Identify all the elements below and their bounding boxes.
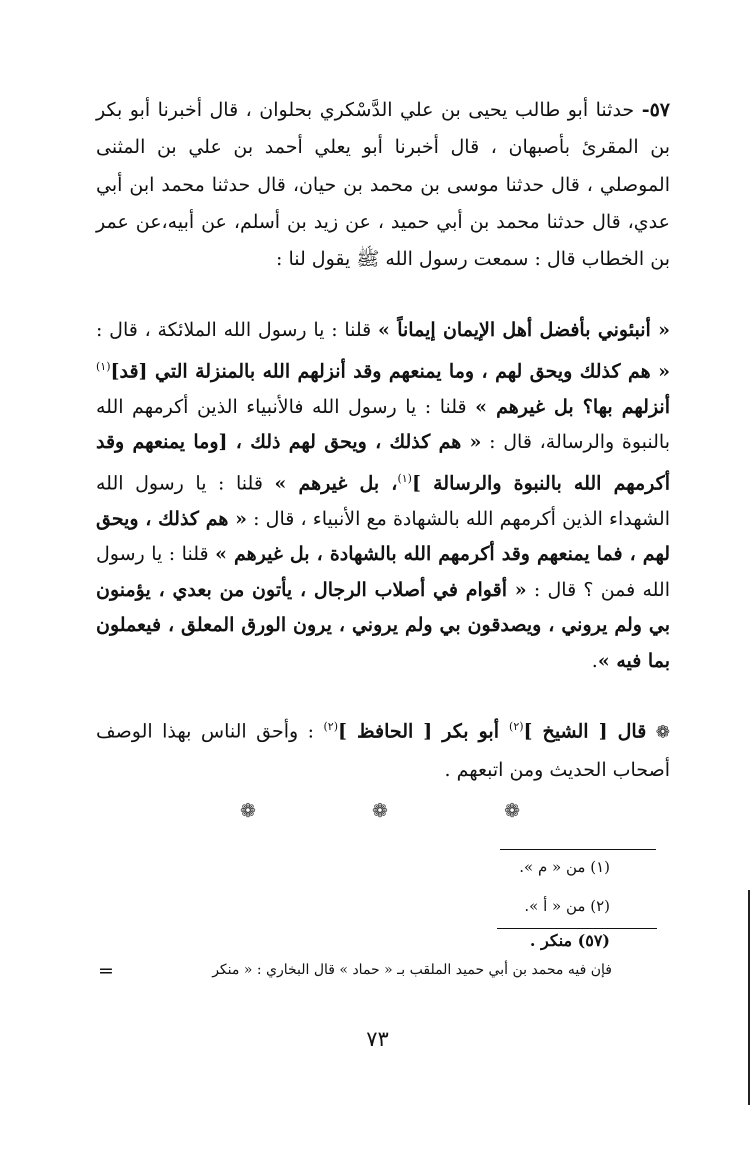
quote-part: . <box>591 650 598 672</box>
continuation-mark: = <box>98 960 114 982</box>
footnote-ref: (٢) <box>323 720 338 733</box>
hadith-grade: (٥٧) منكر . <box>529 931 610 950</box>
section-separator <box>240 800 520 830</box>
quote-part: قلنا : يا رسول الله فالأنبياء الذين أكرمهم الله بالنبوة والرسالة، قال : <box>96 395 670 454</box>
footnote-divider <box>500 849 656 850</box>
quote-part: ، بل غيرهم » <box>274 472 398 495</box>
commentary-divider <box>497 928 657 929</box>
quote-part: « هم كذلك ، ويحق لهم ذلك ، [وما يمنعهم وقد أكرمهم الله بالنبوة والرسالة ] <box>96 431 670 495</box>
comment-part: قال [ الشيخ ] <box>523 720 647 743</box>
page-number: ٧٣ <box>366 1027 389 1051</box>
quote-part: قلنا : يا رسول الله الملائكة ، قال : <box>96 319 379 341</box>
hadith-chain-text: حدثنا أبو طالب يحيى بن علي الدَّسْكري بحلوان ، قال أخبرنا أبو بكر بن المقرئ بأصبهان ، قال أخبرنا أبو يعلي أحمد بن علي بن المثنى الموصلي ، قال حدثنا موسى بن محمد بن حيان، قال حدثنا محمد ابن أبي عدي، قال حدثنا محمد بن أبي حميد ، عن زيد بن أسلم، عن أبيه،عن عمر بن الخطاب قال : سمعت رسول الله ﷺ يقول لنا : <box>96 99 670 271</box>
footnote-ref: (٢) <box>509 720 524 733</box>
flower-icon: ❁ <box>240 800 256 822</box>
flower-icon: ❁ <box>372 800 388 822</box>
comment-part: أبو بكر [ الحافظ ] <box>338 720 510 743</box>
comment-part: : وأحق الناس بهذا الوصف أصحاب الحديث ومن اتبعهم . <box>96 720 670 782</box>
quote-part: « هم كذلك ويحق لهم ، وما يمنعهم وقد أنزلهم الله بالمنزلة التي [قد] <box>110 359 670 382</box>
footnote-ref: (١) <box>397 471 412 485</box>
hadith-isnad <box>96 92 670 278</box>
footnote-2: (٢) من « أ ». <box>524 897 610 915</box>
quote-part: « هم كذلك ، ويحق لهم ، فما يمنعهم وقد أكرمهم الله بالشهادة ، بل غيرهم » <box>96 507 670 566</box>
footnote-ref: (١) <box>96 359 111 373</box>
author-comment <box>96 708 670 789</box>
hadith-matn <box>96 313 670 680</box>
quote-part: قلنا : يا رسول الله الشهداء الذين أكرمهم الله بالشهادة مع الأنبياء ، قال : <box>96 472 671 530</box>
grading-note: فإن فيه محمد بن أبي حميد الملقب بـ « حماد » قال البخاري : « منكر <box>212 962 612 978</box>
quote-part: « أنبئوني بأفضل أهل الإيمان إيماناً » <box>378 319 670 341</box>
hadith-number: ٥٧- <box>641 99 670 121</box>
page-edge-line <box>748 890 750 1105</box>
quote-part: قلنا : يا رسول الله فمن ؟ قال : <box>96 543 670 601</box>
flower-icon: ❁ <box>504 800 520 822</box>
quote-part: أنزلهم بها؟ بل غيرهم » <box>475 395 670 418</box>
flower-icon: ❁ <box>655 722 670 743</box>
footnote-1: (١) من « م ». <box>519 858 610 876</box>
quote-part: « أقوام في أصلاب الرجال ، يأتون من بعدي ، يؤمنون بي ولم يروني ، ويصدقون بي ولم يروني ، يرون الورق المعلق ، فيعملون بما فيه » <box>96 578 670 672</box>
